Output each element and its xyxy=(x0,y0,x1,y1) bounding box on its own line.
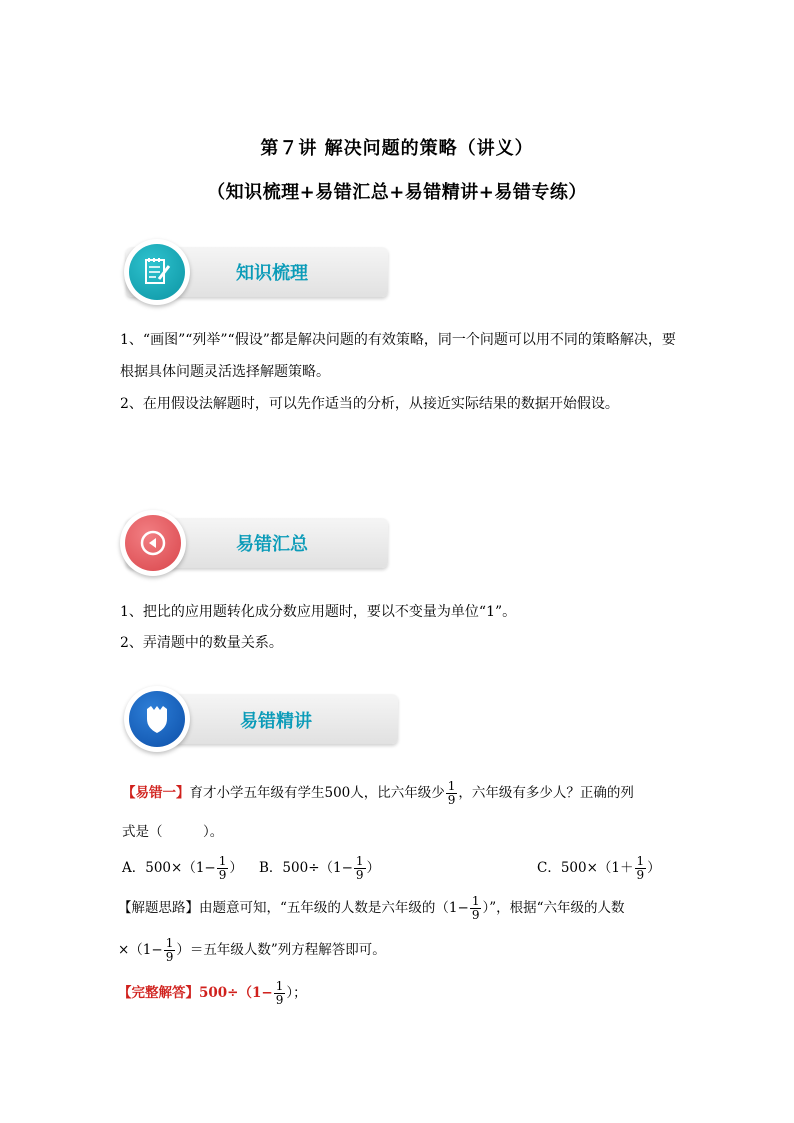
knowledge-point-1: 1、“画图”“列举”“假设”都是解决问题的有效策略，同一个问题可以用不同的策略解决，要根据具体问题灵活选择解题策略。 xyxy=(120,332,676,380)
play-back-icon xyxy=(125,515,181,571)
hint-tag: 【解题思路】 xyxy=(118,900,199,916)
problem-text-a: 育才小学五年级有学生500人，比六年级少 xyxy=(189,785,445,801)
page-title: 第７讲 解决问题的策略（讲义） xyxy=(260,138,534,159)
shield-icon xyxy=(129,691,185,747)
summary-point-2: 2、弄清题中的数量关系。 xyxy=(120,635,283,651)
option-b: B．500÷（1− $\frac{1}{9}$ ） xyxy=(259,854,381,882)
solution-hint-line2: ×（1− $\frac{1}{9}$ ）＝五年级人数”列方程解答即可。 xyxy=(118,936,386,964)
page-subtitle: （知识梳理+易错汇总+易错精讲+易错专练） xyxy=(207,182,587,203)
problem-text-c: 式是（ ）。 xyxy=(122,824,224,840)
problem-statement xyxy=(122,780,634,807)
section-label: 易错汇总 xyxy=(236,534,308,555)
complete-answer: 【完整解答】500÷（1− $\frac{1}{9}$ ）； xyxy=(118,979,307,1007)
fraction-one-ninth: $\frac{1}{9}$ xyxy=(447,779,456,807)
notepad-pencil-icon xyxy=(129,244,185,300)
section-label: 易错精讲 xyxy=(240,711,312,732)
section-label: 知识梳理 xyxy=(236,263,308,284)
option-c: C．500×（1＋ $\frac{1}{9}$ ） xyxy=(537,854,661,882)
option-a: A．500×（1− $\frac{1}{9}$ ） xyxy=(122,854,243,882)
summary-point-1: 1、把比的应用题转化成分数应用题时，要以不变量为单位“1”。 xyxy=(120,604,517,620)
problem-tag: 【易错一】 xyxy=(122,785,190,801)
knowledge-point-2: 2、在用假设法解题时，可以先作适当的分析，从接近实际结果的数据开始假设。 xyxy=(120,396,619,412)
problem-text-b: ，六年级有多少人？正确的列 xyxy=(458,785,634,801)
answer-tag: 【完整解答】 xyxy=(118,985,199,1001)
solution-hint: 【解题思路】由题意可知，“五年级的人数是六年级的（1− $\frac{1}{9}$ ）”，根据“六年级的人数 xyxy=(118,894,625,922)
